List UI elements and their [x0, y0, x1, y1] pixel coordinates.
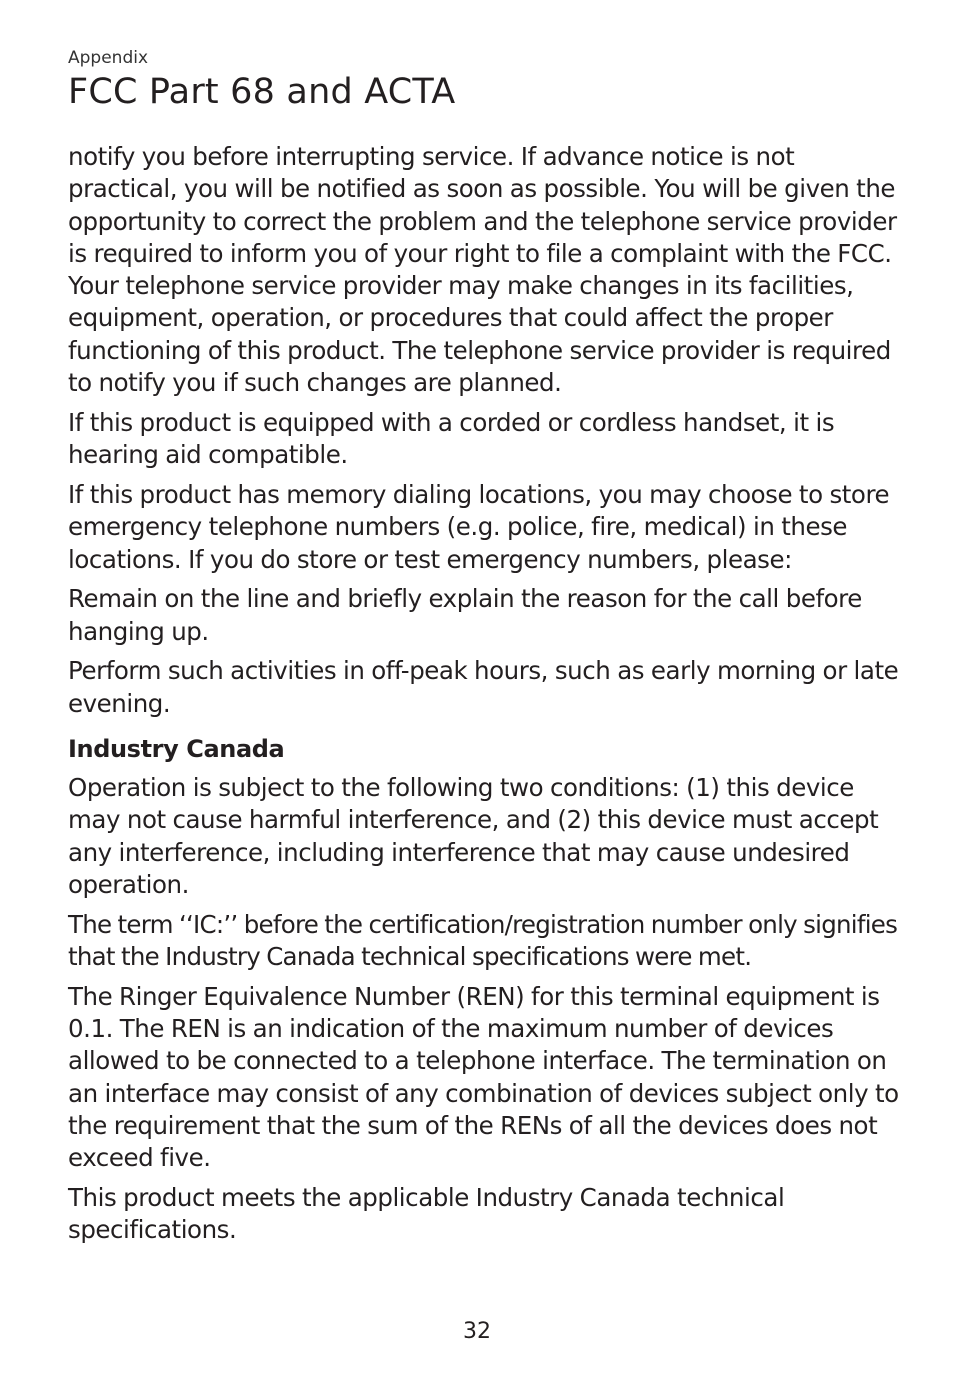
paragraph: If this product is equipped with a corded or cordless handset, it is hearing aid compatible.: [68, 407, 835, 470]
paragraph: Perform such activities in off-peak hours, such as early morning or late evening.: [68, 656, 899, 718]
page-title: FCC Part 68 and ACTA: [68, 72, 456, 112]
section-label: Appendix: [68, 48, 149, 68]
body-text: [68, 141, 908, 1254]
section-heading: Industry Canada: [68, 735, 285, 764]
page-number: 32: [463, 1319, 491, 1344]
paragraph: The Ringer Equivalence Number (REN) for this terminal equipment is 0.1. The REN is an indication of the maximum number of devices allowed to be connected to a telephone interface. The termination on an interface may consist of any combination of devices subject only to the requirement that the sum of the RENs of all the devices does not exceed five.: [68, 981, 899, 1173]
paragraph: This product meets the applicable Industry Canada technical specifications.: [68, 1183, 785, 1245]
paragraph: Operation is subject to the following two conditions: (1) this device may not cause harmful interference, and (2) this device must accept any interference, including interference that may cause undesired operation.: [68, 773, 879, 899]
paragraph: Remain on the line and briefly explain the reason for the call before hanging up.: [68, 584, 862, 646]
paragraph: The term ‘‘IC:’’ before the certification/registration number only signifies that the Industry Canada technical specifications were met.: [68, 909, 898, 972]
paragraph: notify you before interrupting service. If advance notice is not practical, you will be notified as soon as possible. You will be given the opportunity to correct the problem and the telephone service provider is required to inform you of your right to file a complaint with the FCC. Your telephone service provider may make changes in its facilities, equipment, operation, or procedures that could affect the proper functioning of this product. The telephone service provider is required to notify you if such changes are planned.: [68, 142, 897, 398]
paragraph: If this product has memory dialing locations, you may choose to store emergency telephone numbers (e.g. police, fire, medical) in these locations. If you do store or test emergency numbers, please:: [68, 479, 890, 574]
